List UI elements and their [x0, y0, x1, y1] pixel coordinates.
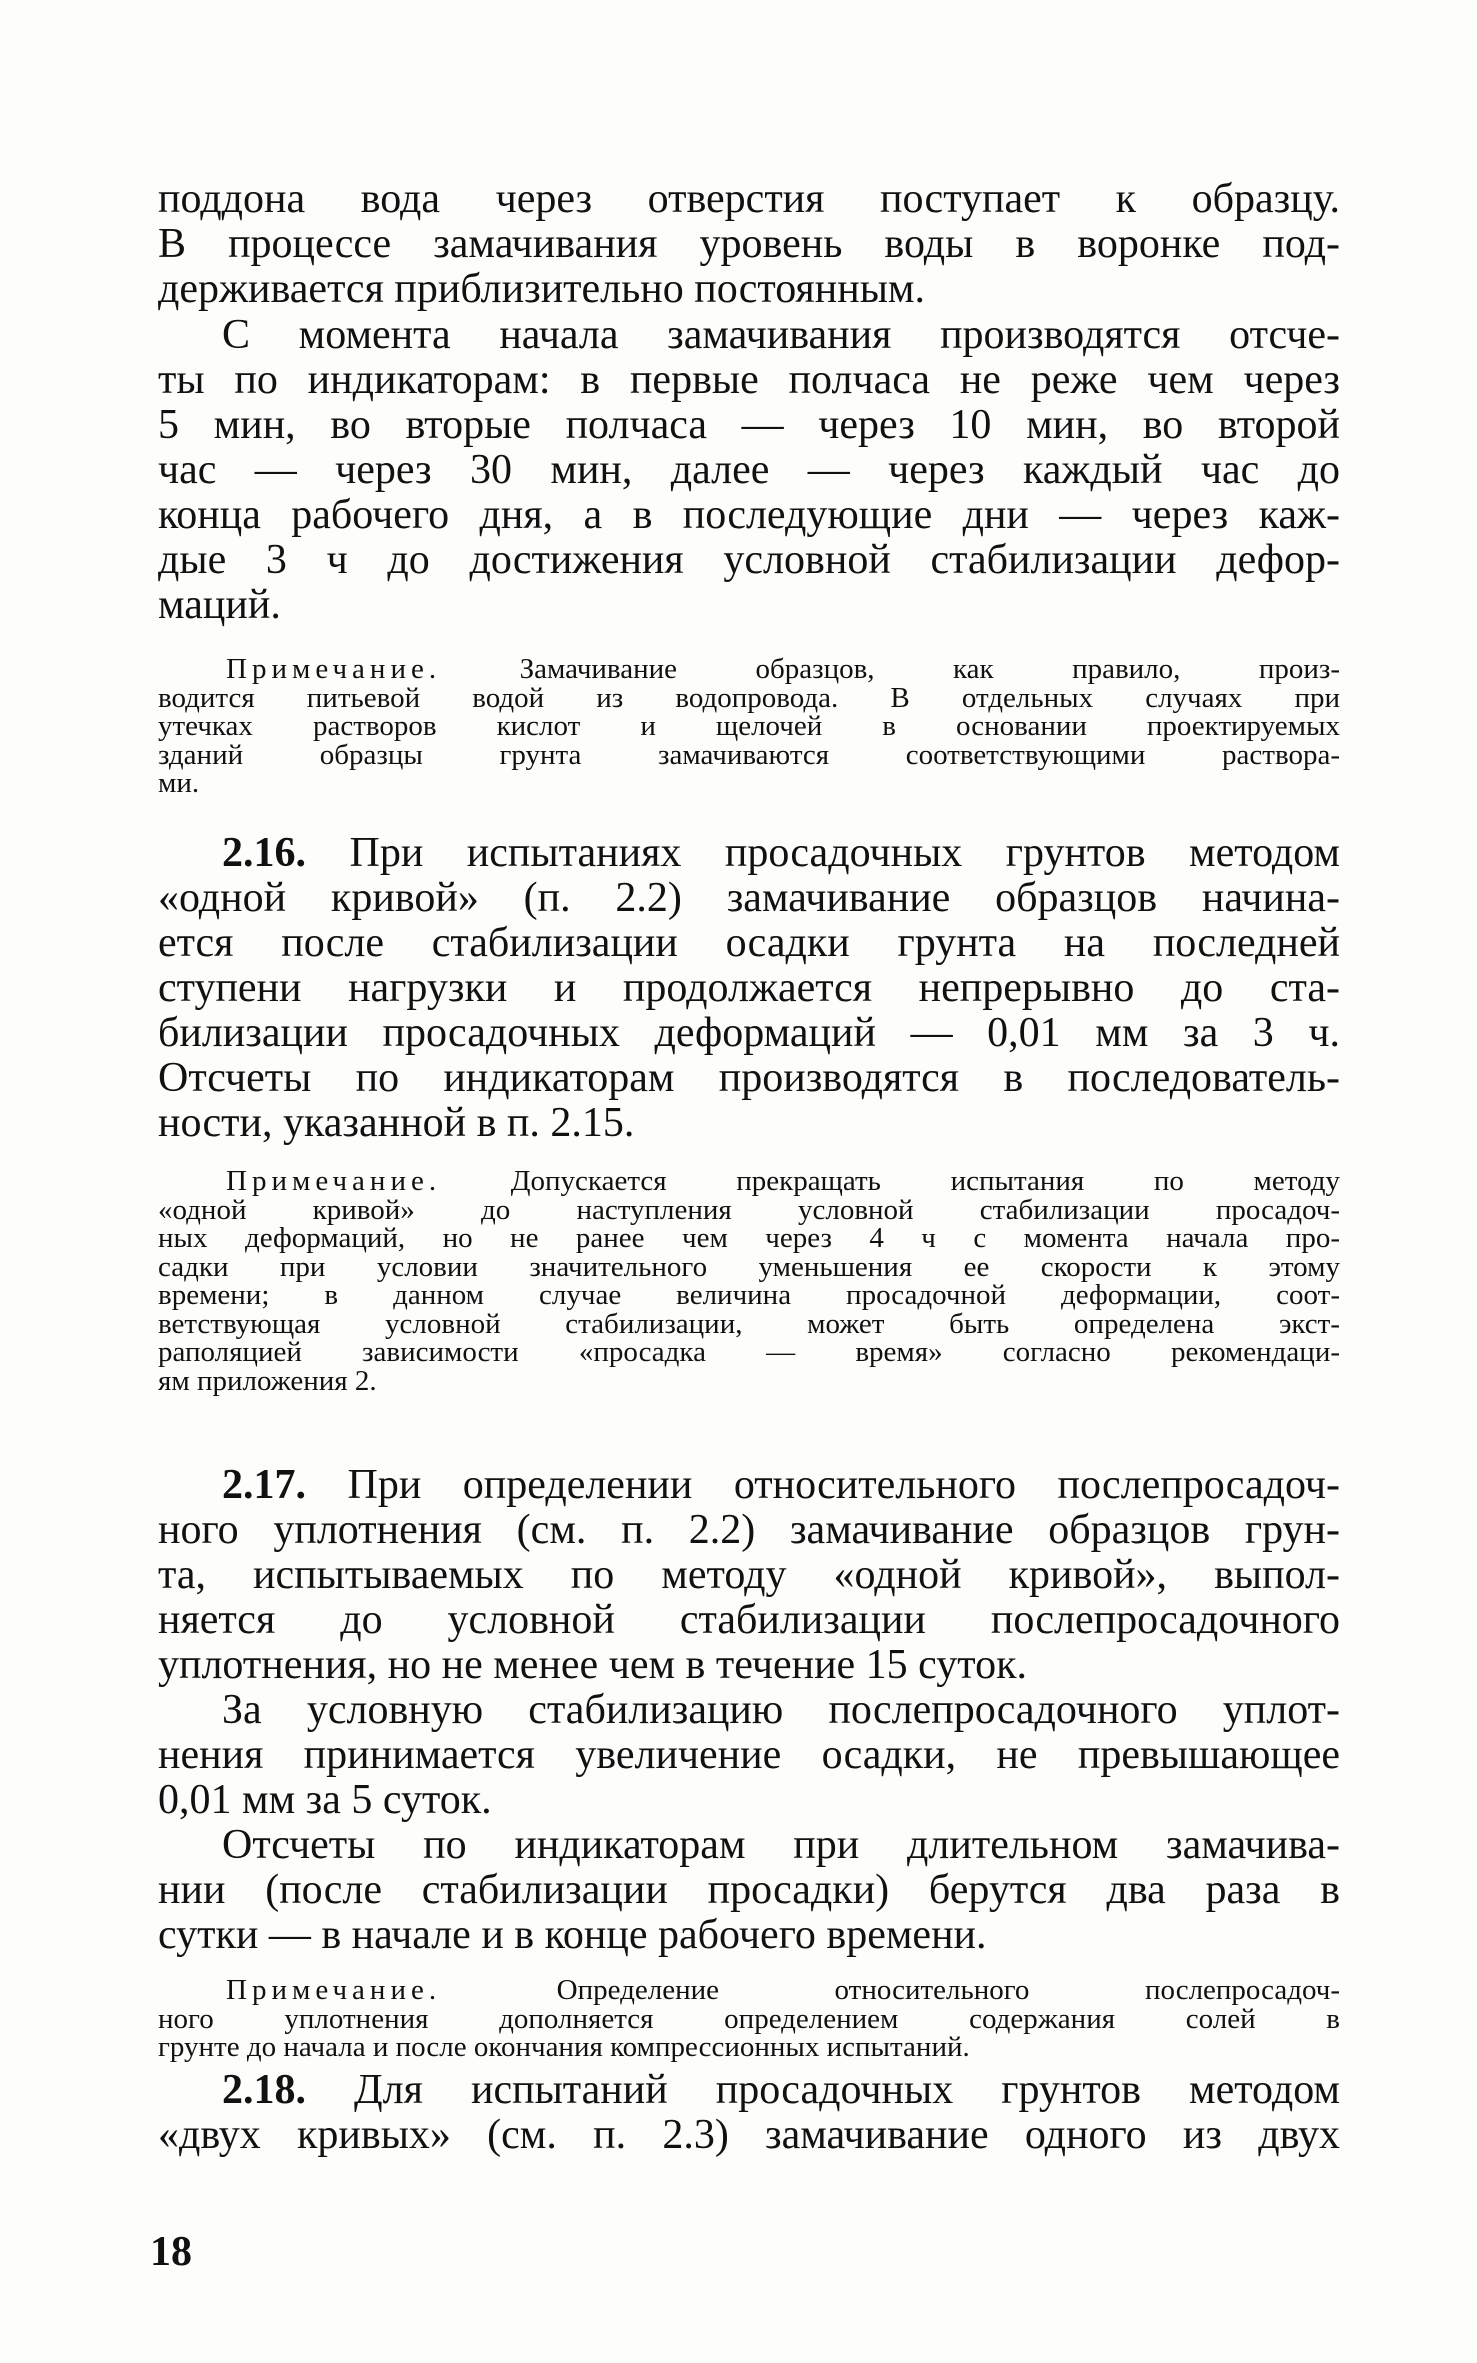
text-line: ного уплотнения дополняется определением содержания солей в: [158, 2002, 1340, 2035]
text-line: времени; в данном случае величина просадочной деформации, соот-: [158, 1279, 1340, 1311]
section-number: 2.16.: [222, 830, 306, 876]
text-line: ступени нагрузки и продолжается непрерывно до ста-: [158, 965, 1340, 1011]
text-line: «одной кривой» до наступления условной стабилизации просадоч-: [158, 1193, 1340, 1226]
section-2-18: [158, 2068, 1340, 2158]
text-line: ми.: [158, 767, 200, 799]
text-line: [158, 2068, 1340, 2113]
note-label: Примечание.: [226, 1165, 442, 1197]
text-line: ты по индикаторам: в первые полчаса не реже чем через: [158, 357, 1340, 403]
text-line: нии (после стабилизации просадки) берутся два раза в: [158, 1867, 1340, 1913]
text-line: поддона вода через отверстия поступает к образцу.: [158, 176, 1340, 222]
section-number: 2.17.: [222, 1462, 306, 1508]
note-text: Допускается прекращать испытания по методу: [510, 1165, 1340, 1197]
note: [158, 1167, 1340, 1395]
text-line: ям приложения 2.: [158, 1364, 377, 1397]
section-text: Для испытаний просадочных грунтов методом: [354, 2067, 1340, 2113]
text-line: зданий образцы грунта замачиваются соответствующими раствора-: [158, 738, 1340, 771]
text-line: В процессе замачивания уровень воды в воронке под-: [158, 221, 1340, 267]
text-line: утечках растворов кислот и щелочей в основании проектируемых: [158, 710, 1340, 742]
note: [158, 1976, 1340, 2062]
text-line: дые 3 ч до достижения условной стабилизации дефор-: [158, 537, 1340, 583]
text-line: билизации просадочных деформаций — 0,01 мм за 3 ч.: [158, 1010, 1340, 1056]
text-line: ного уплотнения (см. п. 2.2) замачивание образцов грун-: [158, 1507, 1340, 1553]
text-line: За условную стабилизацию послепросадочного уплот-: [222, 1687, 1340, 1733]
text-line: 0,01 мм за 5 суток.: [158, 1777, 492, 1823]
section-text: При определении относительного послепросадоч-: [347, 1462, 1340, 1508]
page-number: 18: [150, 2229, 192, 2275]
text-line: ется после стабилизации осадки грунта на последней: [158, 920, 1340, 966]
section-2-17: [158, 1463, 1340, 1688]
text-line: уплотнения, но не менее чем в течение 15 суток.: [158, 1642, 1027, 1688]
text-line: [158, 1976, 1340, 2005]
note-label: Примечание.: [226, 653, 442, 685]
text-line: та, испытываемых по методу «одной кривой», выпол-: [158, 1552, 1340, 1598]
text-line: грунте до начала и после окончания компрессионных испытаний.: [158, 2031, 970, 2063]
text-line: «двух кривых» (см. п. 2.3) замачивание одного из двух: [158, 2112, 1340, 2158]
text-line: [158, 655, 1340, 684]
text-line: конца рабочего дня, а в последующие дни — через каж-: [158, 492, 1340, 538]
paragraph: [158, 313, 1340, 628]
section-number: 2.18.: [222, 2067, 306, 2113]
text-line: сутки — в начале и в конце рабочего времени.: [158, 1912, 987, 1958]
text-line: водится питьевой водой из водопровода. В отдельных случаях при: [158, 681, 1340, 714]
note-label: Примечание.: [226, 1974, 442, 2006]
text-line: [158, 1167, 1340, 1196]
text-line: Отсчеты по индикаторам производятся в последователь-: [158, 1055, 1340, 1101]
paragraph: [158, 1688, 1340, 1823]
text-line: С момента начала замачивания производятся отсче-: [222, 312, 1340, 358]
text-line: держивается приблизительно постоянным.: [158, 266, 925, 312]
text-line: ных деформаций, но не ранее чем через 4 ч с момента начала про-: [158, 1222, 1340, 1254]
text-line: [158, 1463, 1340, 1508]
note-text: Замачивание образцов, как правило, произ-: [519, 653, 1341, 685]
note: [158, 655, 1340, 798]
paragraph: [158, 1823, 1340, 1958]
text-line: маций.: [158, 582, 281, 628]
paragraph: [158, 177, 1340, 312]
text-line: [158, 831, 1340, 876]
section-2-16: [158, 831, 1340, 1146]
text-line: садки при условии значительного уменьшения ее скорости к этому: [158, 1250, 1340, 1283]
text-line: Отсчеты по индикаторам при длительном замачива-: [222, 1822, 1340, 1868]
text-line: ветствующая условной стабилизации, может быть определена экст-: [158, 1307, 1340, 1340]
text-line: 5 мин, во вторые полчаса — через 10 мин, во второй: [158, 402, 1340, 448]
text-line: раполяцией зависимости «просадка — время» согласно рекомендаци-: [158, 1336, 1340, 1368]
text-line: час — через 30 мин, далее — через каждый час до: [158, 447, 1340, 493]
section-text: При испытаниях просадочных грунтов методом: [349, 830, 1341, 876]
text-line: няется до условной стабилизации послепросадочного: [158, 1597, 1340, 1643]
text-line: «одной кривой» (п. 2.2) замачивание образцов начина-: [158, 875, 1340, 921]
note-text: Определение относительного послепросадоч-: [556, 1974, 1341, 2006]
text-line: ности, указанной в п. 2.15.: [158, 1100, 635, 1146]
text-line: нения принимается увеличение осадки, не превышающее: [158, 1732, 1340, 1778]
